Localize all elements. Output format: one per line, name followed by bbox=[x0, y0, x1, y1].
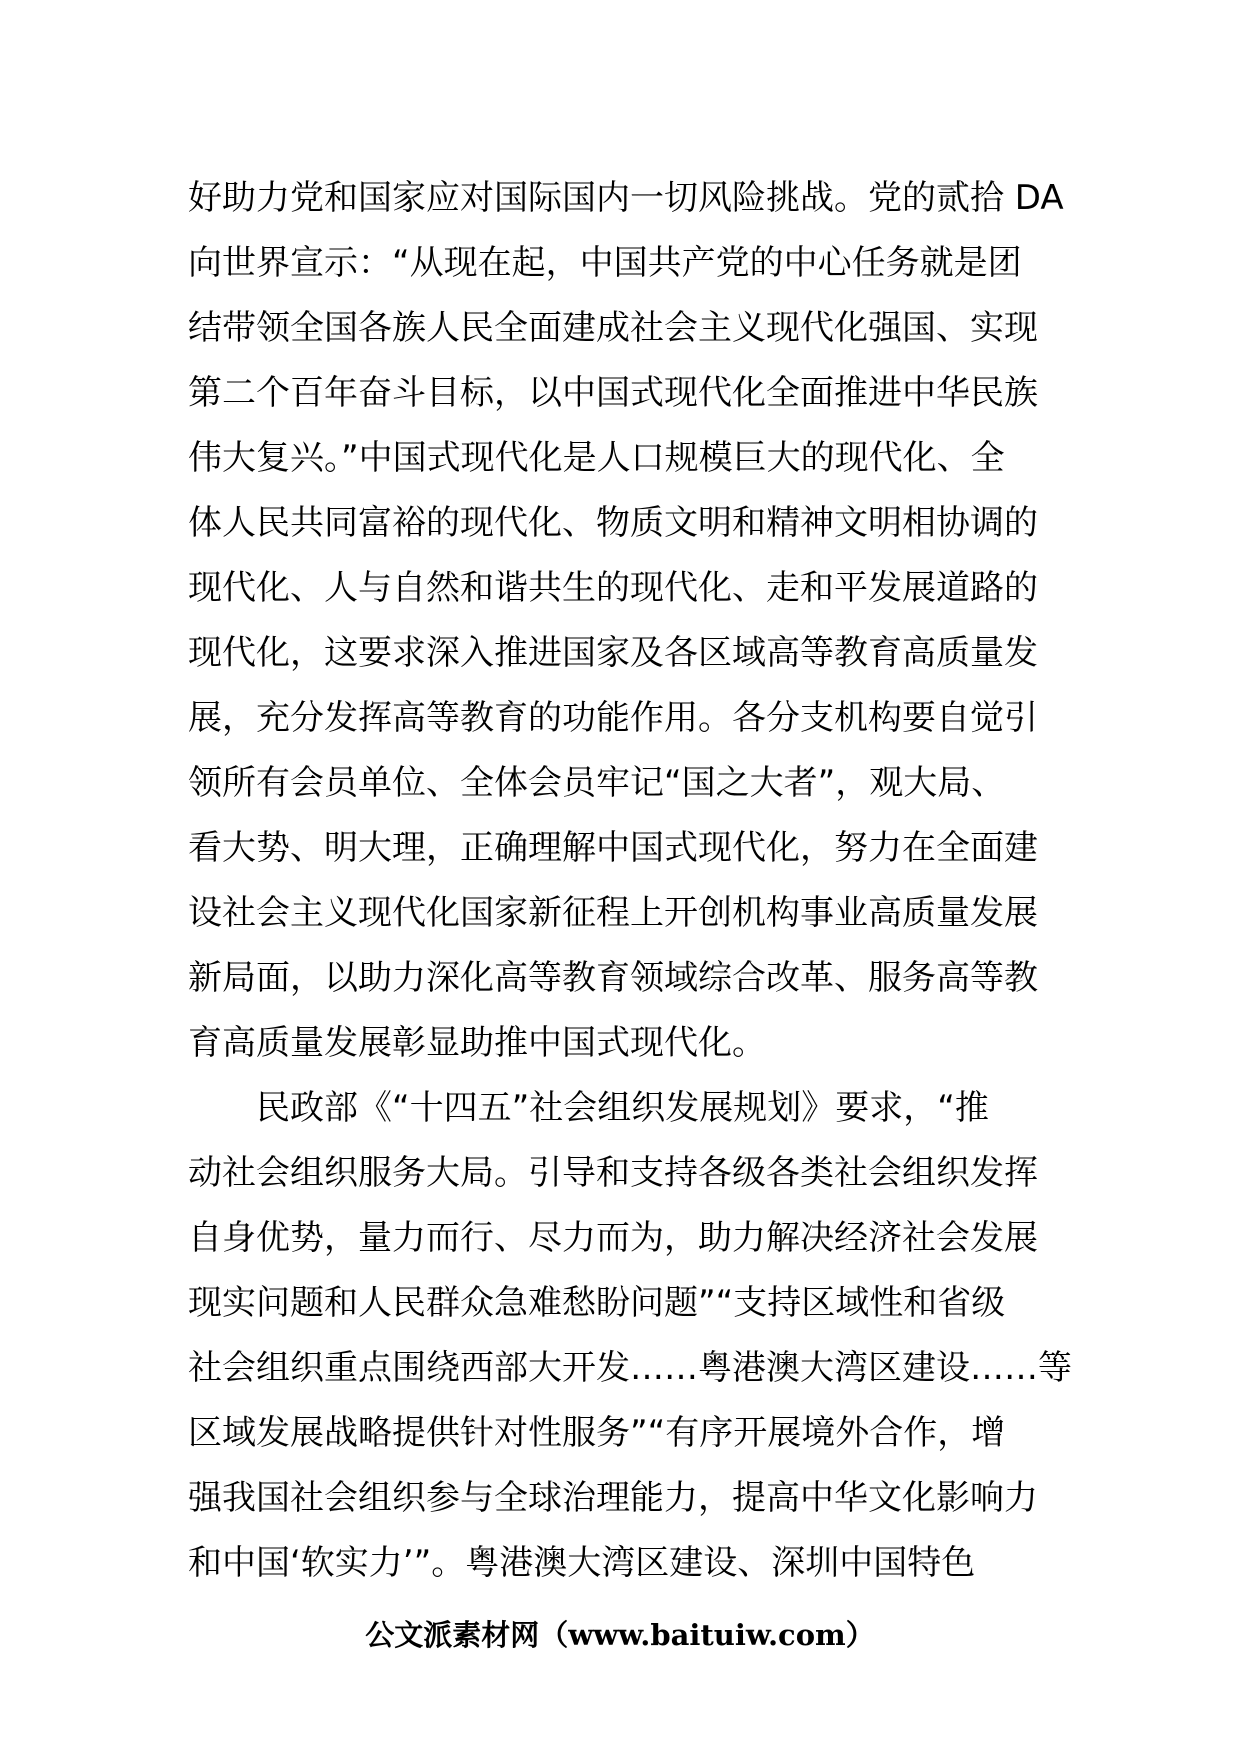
body-text bbox=[188, 166, 1072, 1596]
text-line: 现代化、人与自然和谐共生的现代化、走和平发展道路的 bbox=[188, 568, 1038, 608]
text-line: 第二个百年奋斗目标，以中国式现代化全面推进中华民族 bbox=[188, 373, 1038, 413]
text-line: 好助力党和国家应对国际国内一切风险挑战。党的贰拾 DA bbox=[188, 178, 1064, 218]
text-line: 展，充分发挥高等教育的功能作用。各分支机构要自觉引 bbox=[188, 698, 1038, 738]
text-line: 伟大复兴。”中国式现代化是人口规模巨大的现代化、全 bbox=[188, 438, 1005, 478]
text-line: 领所有会员单位、全体会员牢记“国之大者”，观大局、 bbox=[188, 763, 1006, 803]
text-line: 向世界宣示：“从现在起，中国共产党的中心任务就是团 bbox=[188, 243, 1022, 283]
paragraph-start-line: 民政部《“十四五”社会组织发展规划》要求，“推 bbox=[256, 1088, 989, 1128]
text-line: 育高质量发展彰显助推中国式现代化。 bbox=[188, 1023, 766, 1063]
text-line: 动社会组织服务大局。引导和支持各级各类社会组织发挥 bbox=[188, 1153, 1038, 1193]
text-line: 现代化，这要求深入推进国家及各区域高等教育高质量发 bbox=[188, 633, 1038, 673]
footer-watermark: 公文派素材网（www.baituiw.com） bbox=[365, 1618, 875, 1652]
text-line: 设社会主义现代化国家新征程上开创机构事业高质量发展 bbox=[188, 893, 1038, 933]
text-line: 体人民共同富裕的现代化、物质文明和精神文明相协调的 bbox=[188, 503, 1038, 543]
text-line: 强我国社会组织参与全球治理能力，提高中华文化影响力 bbox=[188, 1478, 1038, 1518]
text-line: 和中国‘软实力’”。粤港澳大湾区建设、深圳中国特色 bbox=[188, 1543, 976, 1583]
text-line: 结带领全国各族人民全面建成社会主义现代化强国、实现 bbox=[188, 308, 1038, 348]
text-line: 社会组织重点围绕西部大开发……粤港澳大湾区建设……等 bbox=[188, 1348, 1072, 1388]
text-line: 看大势、明大理，正确理解中国式现代化，努力在全面建 bbox=[188, 828, 1038, 868]
text-line: 现实问题和人民群众急难愁盼问题”“支持区域性和省级 bbox=[188, 1283, 1006, 1323]
text-line: 自身优势，量力而行、尽力而为，助力解决经济社会发展 bbox=[188, 1218, 1038, 1258]
text-line: 区域发展战略提供针对性服务”“有序开展境外合作，增 bbox=[188, 1413, 1006, 1453]
text-line: 新局面，以助力深化高等教育领域综合改革、服务高等教 bbox=[188, 958, 1038, 998]
